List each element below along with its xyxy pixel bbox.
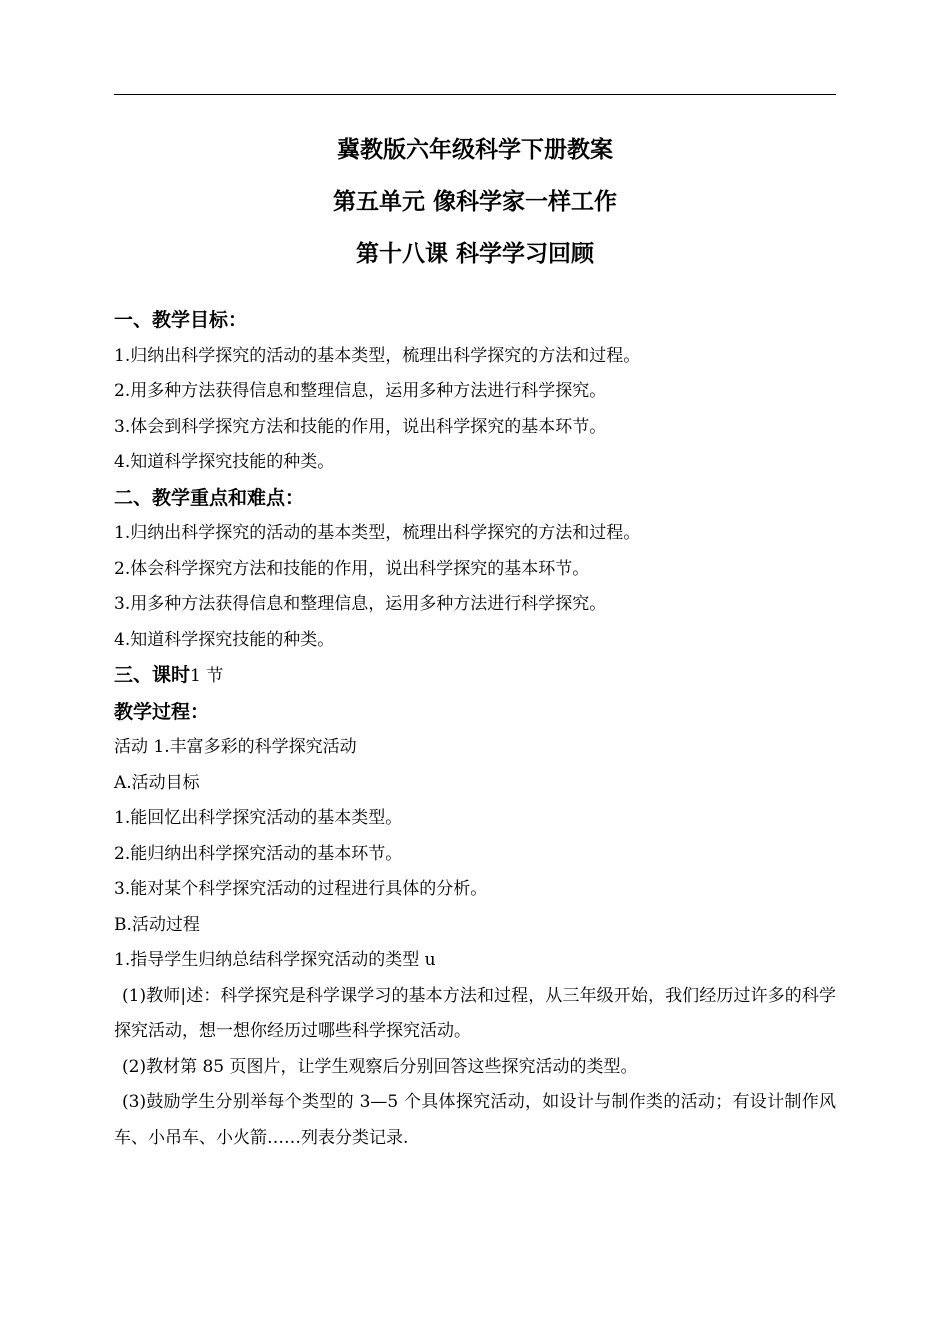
document-page [114, 130, 836, 1156]
process-paragraph: (2)教材第 85 页图片，让学生观察后分别回答这些探究活动的类型。 [122, 1056, 638, 1077]
key-point-item: 3.用多种方法获得信息和整理信息，运用多种方法进行科学探究。 [114, 594, 607, 614]
lesson-title: 第十八课 科学学习回顾 [355, 241, 594, 267]
goal-item: 3.体会到科学探究方法和技能的作用，说出科学探究的基本环节。 [114, 416, 607, 437]
goal-item: 4.知道科学探究技能的种类。 [114, 452, 335, 472]
activity-goal-label: A.活动目标 [114, 772, 200, 793]
goal-item: 1.归纳出科学探究的活动的基本类型，梳理出科学探究的方法和过程。 [114, 345, 641, 366]
hours-heading [114, 658, 836, 695]
goals-heading: 一、教学目标： [114, 309, 248, 331]
process-paragraph: (1)教师|述：科学探究是科学课学习的基本方法和过程，从三年级开始，我们经历过许多的科学探究活动，想一想你经历过哪些科学探究活动。 [114, 985, 836, 1041]
activity-process-label: B.活动过程 [114, 914, 200, 935]
activity-title: 活动 1.丰富多彩的科学探究活动 [114, 737, 357, 757]
hours-label: 三、课时 [114, 664, 191, 686]
process-paragraph: (3)鼓励学生分别举每个类型的 3—5 个具体探究活动，如设计与制作类的活动；有设计制作风车、小吊车、小火箭……列表分类记录. [114, 1092, 836, 1148]
activity-goal-item: 3.能对某个科学探究活动的过程进行具体的分析。 [114, 879, 488, 899]
key-point-item: 2.体会科学探究方法和技能的作用，说出科学探究的基本环节。 [114, 558, 590, 579]
header-rule [114, 94, 836, 95]
activity-step: 1.指导学生归纳总结科学探究活动的类型 u [114, 950, 436, 970]
key-point-item: 4.知道科学探究技能的种类。 [114, 629, 335, 650]
key-points-heading: 二、教学重点和难点： [114, 486, 305, 509]
activity-goal-item: 1.能回忆出科学探究活动的基本类型。 [114, 808, 403, 828]
goal-item: 2.用多种方法获得信息和整理信息，运用多种方法进行科学探究。 [114, 381, 607, 401]
key-point-item: 1.归纳出科学探究的活动的基本类型，梳理出科学探究的方法和过程。 [114, 523, 641, 543]
unit-title: 第五单元 像科学家一样工作 [332, 189, 617, 215]
document-title: 冀教版六年级科学下册教案 [337, 137, 613, 163]
process-heading: 教学过程： [114, 700, 210, 723]
hours-value: 1 节 [190, 666, 224, 686]
activity-goal-item: 2.能归纳出科学探究活动的基本环节。 [114, 843, 403, 864]
